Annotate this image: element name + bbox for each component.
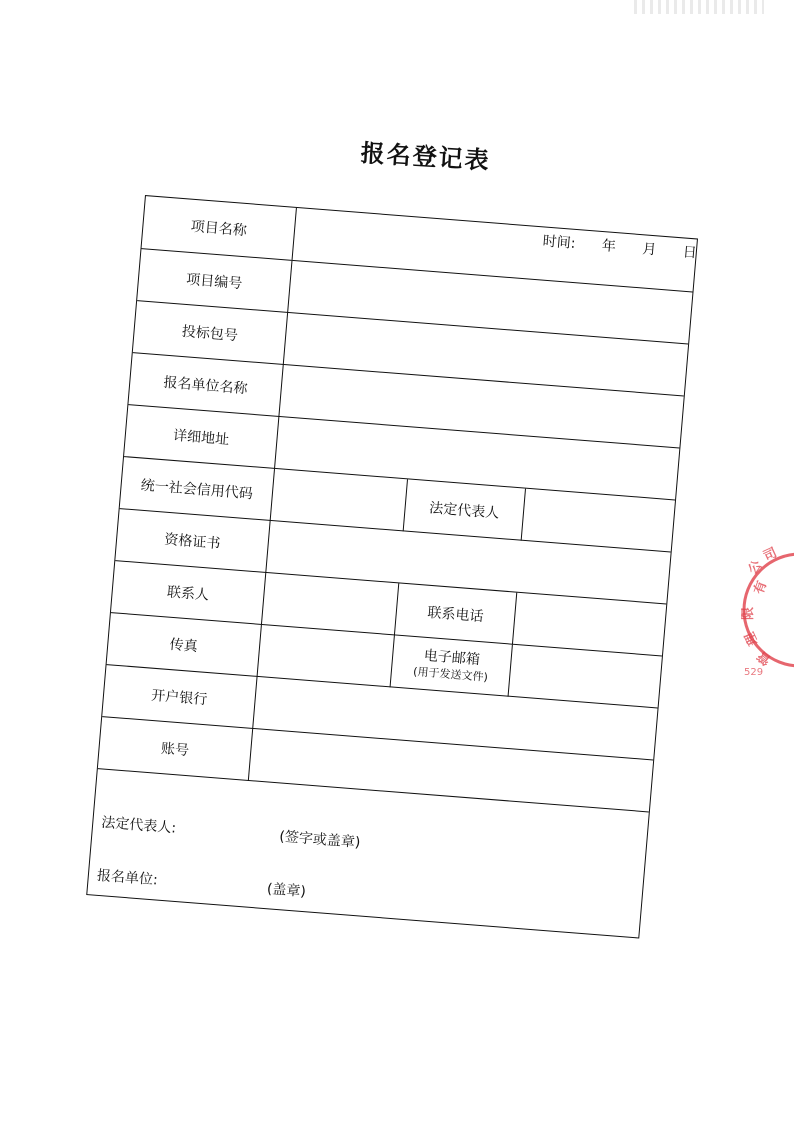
label-email-note: (用于发送文件): [412, 664, 489, 684]
date-year: 年: [601, 238, 617, 256]
legal-rep-signature-note: (签字或盖章): [278, 828, 361, 852]
date-day: 日: [682, 244, 698, 262]
label-address: 详细地址: [172, 427, 230, 449]
svg-text:管: 管: [754, 647, 775, 668]
label-account: 账号: [160, 740, 190, 760]
label-project-name: 项目名称: [189, 218, 248, 240]
label-qualification: 资格证书: [163, 531, 222, 553]
svg-text:限: 限: [741, 606, 756, 620]
label-bank: 开户银行: [150, 687, 208, 709]
form-table: [86, 195, 698, 939]
label-legal-rep: 法定代表人: [403, 479, 525, 540]
label-email-text: 电子邮箱: [423, 648, 481, 669]
svg-text:公: 公: [745, 557, 766, 578]
page-title: 报名登记表: [359, 138, 492, 175]
label-bid-package: 投标包号: [181, 323, 239, 345]
svg-text:理: 理: [742, 629, 762, 648]
label-credit-code: 统一社会信用代码: [140, 477, 254, 503]
stamp-code: 529: [744, 667, 764, 678]
seal-stamp: [740, 535, 794, 685]
label-project-number: 项目编号: [185, 271, 243, 293]
svg-text:有: 有: [751, 579, 771, 597]
date-label: 时间:: [541, 233, 577, 252]
unit-seal-note: (盖章): [266, 881, 307, 901]
label-fax: 传真: [168, 636, 199, 656]
date-month: 月: [641, 241, 657, 259]
unit-seal-label: 报名单位:: [96, 867, 159, 889]
legal-rep-signature: [100, 812, 361, 852]
registration-form: [86, 195, 698, 939]
scan-artifact: [634, 0, 764, 14]
legal-rep-signature-label: 法定代表人:: [100, 814, 177, 837]
label-contact: 联系人: [166, 584, 210, 604]
unit-seal: [96, 865, 307, 901]
label-phone: 联系电话: [394, 583, 516, 644]
svg-text:司: 司: [761, 545, 780, 565]
label-applicant-name: 报名单位名称: [162, 374, 249, 398]
